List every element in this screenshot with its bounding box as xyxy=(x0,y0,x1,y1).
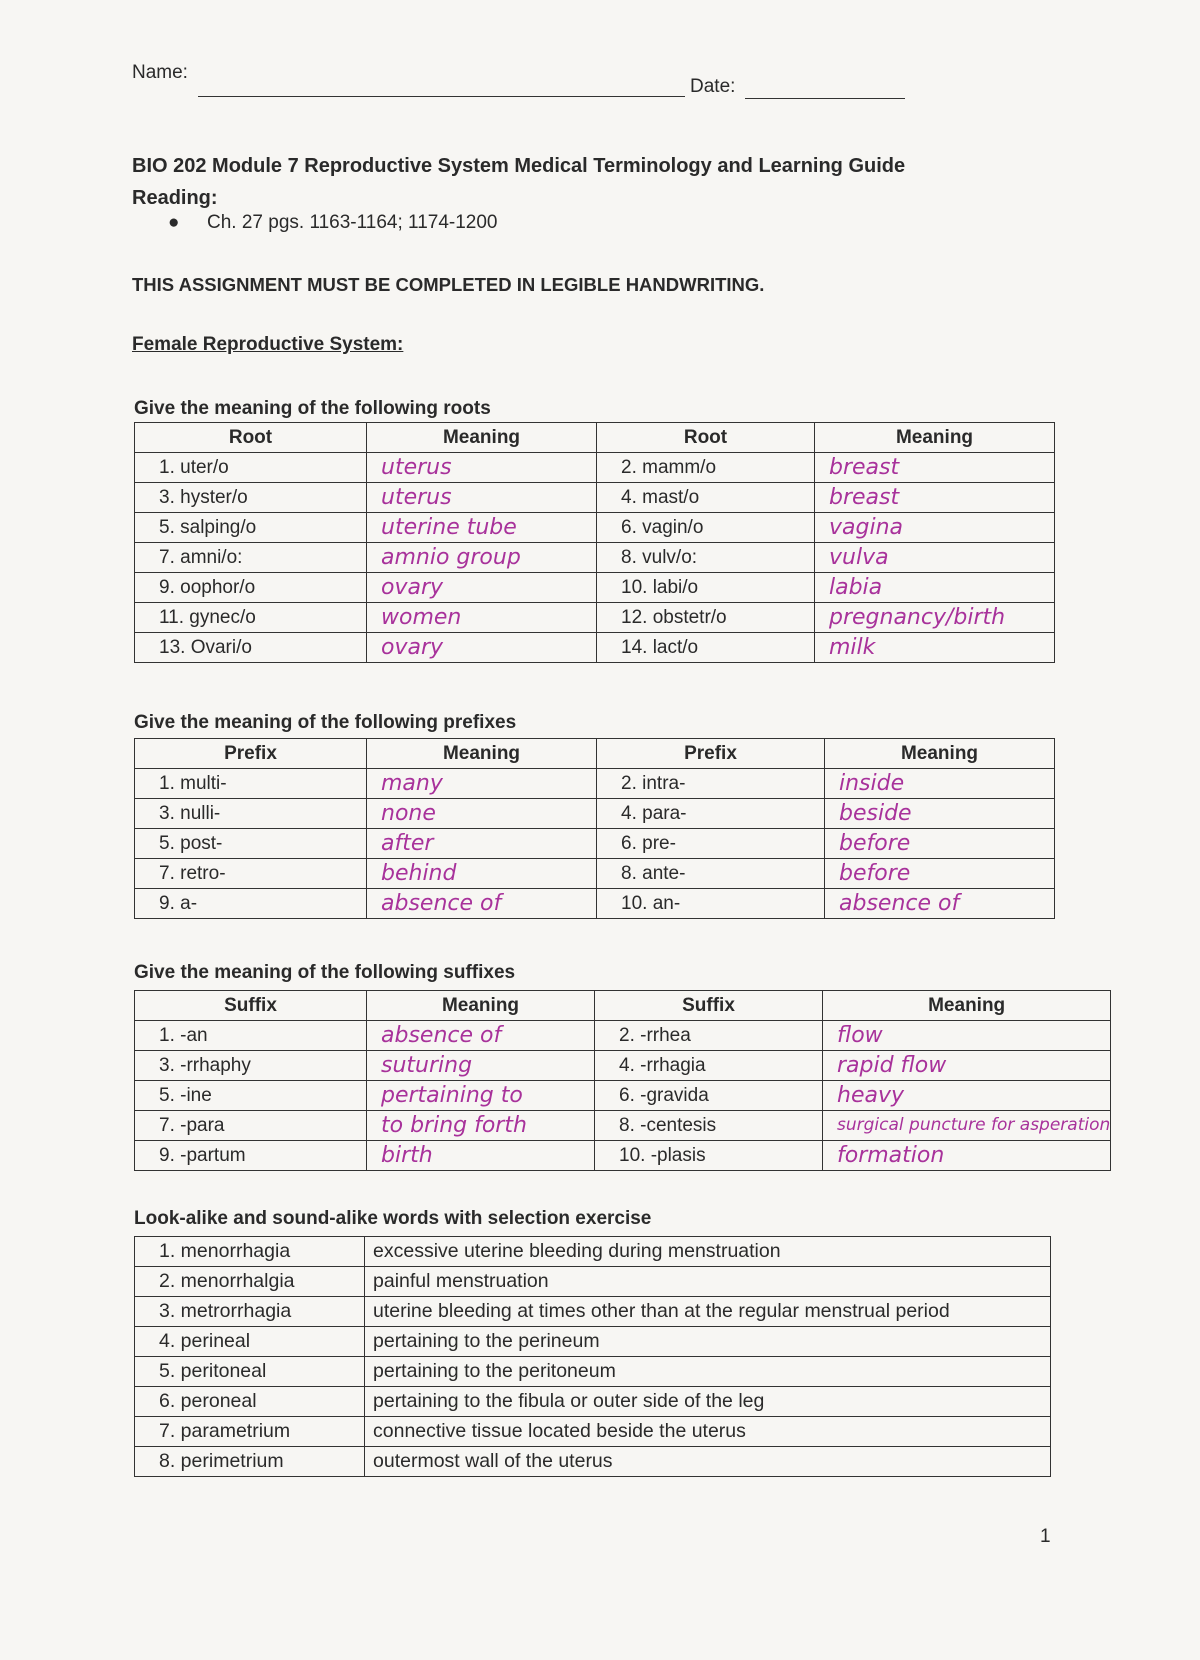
table-row xyxy=(135,513,1055,543)
suffix-term: 10. -plasis xyxy=(595,1141,823,1171)
prefix-answer[interactable]: absence of xyxy=(367,889,597,919)
root-term: 3. hyster/o xyxy=(135,483,367,513)
root-answer[interactable]: amnio group xyxy=(367,543,597,573)
suffix-term: 9. -partum xyxy=(135,1141,367,1171)
table-row xyxy=(135,799,1055,829)
suffix-term: 5. -ine xyxy=(135,1081,367,1111)
title-text: BIO 202 Module 7 Reproductive System Medical Terminology and Learning Guide xyxy=(132,155,906,177)
lookalike-term: 7. parametrium xyxy=(135,1417,365,1447)
name-line xyxy=(198,96,685,97)
table-row xyxy=(135,889,1055,919)
suffixes-header-row xyxy=(135,991,1111,1021)
instruction-text: THIS ASSIGNMENT MUST BE COMPLETED IN LEGIBLE HANDWRITING. xyxy=(132,274,765,295)
prefix-term: 7. retro- xyxy=(135,859,367,889)
table-row xyxy=(135,1111,1111,1141)
col-root: Root xyxy=(135,423,367,453)
col-suffix: Suffix xyxy=(135,991,367,1021)
suffix-answer[interactable]: to bring forth xyxy=(367,1111,595,1141)
suffixes-heading: Give the meaning of the following suffixes xyxy=(134,962,516,983)
suffix-term: 1. -an xyxy=(135,1021,367,1051)
root-answer[interactable]: pregnancy/birth xyxy=(815,603,1055,633)
root-term: 4. mast/o xyxy=(597,483,815,513)
root-term: 9. oophor/o xyxy=(135,573,367,603)
suffix-answer[interactable]: flow xyxy=(823,1021,1111,1051)
lookalike-definition: outermost wall of the uterus xyxy=(365,1447,1051,1477)
table-row xyxy=(135,1021,1111,1051)
root-term: 5. salping/o xyxy=(135,513,367,543)
table-row xyxy=(135,859,1055,889)
lookalike-term: 8. perimetrium xyxy=(135,1447,365,1477)
prefixes-table xyxy=(134,738,1055,919)
table-row xyxy=(135,573,1055,603)
name-label: Name: xyxy=(132,62,188,83)
lookalike-definition: uterine bleeding at times other than at the regular menstrual period xyxy=(365,1297,1051,1327)
suffix-answer[interactable]: surgical puncture for asperation xyxy=(823,1111,1111,1141)
col-meaning: Meaning xyxy=(815,423,1055,453)
root-term: 8. vulv/o: xyxy=(597,543,815,573)
root-term: 6. vagin/o xyxy=(597,513,815,543)
prefix-answer[interactable]: after xyxy=(367,829,597,859)
prefixes-heading: Give the meaning of the following prefixes xyxy=(134,712,517,733)
roots-heading: Give the meaning of the following roots xyxy=(134,398,491,419)
suffix-answer[interactable]: birth xyxy=(367,1141,595,1171)
col-prefix: Prefix xyxy=(135,739,367,769)
col-meaning: Meaning xyxy=(367,991,595,1021)
prefix-answer[interactable]: before xyxy=(825,859,1055,889)
suffix-answer[interactable]: suturing xyxy=(367,1051,595,1081)
suffix-term: 7. -para xyxy=(135,1111,367,1141)
prefix-term: 6. pre- xyxy=(597,829,825,859)
suffix-term: 2. -rrhea xyxy=(595,1021,823,1051)
date-line xyxy=(745,98,905,99)
root-answer[interactable]: ovary xyxy=(367,573,597,603)
prefix-answer[interactable]: many xyxy=(367,769,597,799)
table-row xyxy=(135,633,1055,663)
prefix-term: 1. multi- xyxy=(135,769,367,799)
lookalike-definition: pertaining to the fibula or outer side of the leg xyxy=(365,1387,1051,1417)
root-answer[interactable]: women xyxy=(367,603,597,633)
prefixes-header-row xyxy=(135,739,1055,769)
suffix-answer[interactable]: absence of xyxy=(367,1021,595,1051)
lookalike-definition: excessive uterine bleeding during menstruation xyxy=(365,1237,1051,1267)
prefix-answer[interactable]: before xyxy=(825,829,1055,859)
prefix-term: 4. para- xyxy=(597,799,825,829)
suffix-answer[interactable]: rapid flow xyxy=(823,1051,1111,1081)
lookalike-term: 5. peritoneal xyxy=(135,1357,365,1387)
root-term: 10. labi/o xyxy=(597,573,815,603)
page-number: 1 xyxy=(1040,1526,1051,1547)
prefix-term: 9. a- xyxy=(135,889,367,919)
lookalike-definition: pertaining to the perineum xyxy=(365,1327,1051,1357)
table-row xyxy=(135,1447,1051,1477)
section-heading: Female Reproductive System: xyxy=(132,334,404,355)
roots-table xyxy=(134,422,1055,663)
table-row xyxy=(135,453,1055,483)
prefix-term: 10. an- xyxy=(597,889,825,919)
table-row xyxy=(135,1297,1051,1327)
prefix-answer[interactable]: inside xyxy=(825,769,1055,799)
table-row xyxy=(135,1141,1111,1171)
root-answer[interactable]: vulva xyxy=(815,543,1055,573)
lookalike-table xyxy=(134,1236,1051,1477)
table-row xyxy=(135,769,1055,799)
suffix-answer[interactable]: heavy xyxy=(823,1081,1111,1111)
bullet-icon: ● xyxy=(168,212,180,233)
table-row xyxy=(135,829,1055,859)
table-row xyxy=(135,1417,1051,1447)
root-answer[interactable]: milk xyxy=(815,633,1055,663)
root-term: 12. obstetr/o xyxy=(597,603,815,633)
prefix-answer[interactable]: none xyxy=(367,799,597,829)
suffix-term: 3. -rrhaphy xyxy=(135,1051,367,1081)
table-row xyxy=(135,1267,1051,1297)
worksheet-title xyxy=(132,150,905,214)
table-row xyxy=(135,1081,1111,1111)
root-term: 7. amni/o: xyxy=(135,543,367,573)
col-meaning: Meaning xyxy=(367,423,597,453)
root-answer[interactable]: vagina xyxy=(815,513,1055,543)
lookalike-definition: connective tissue located beside the uterus xyxy=(365,1417,1051,1447)
table-row xyxy=(135,603,1055,633)
lookalike-term: 3. metrorrhagia xyxy=(135,1297,365,1327)
root-answer[interactable]: breast xyxy=(815,483,1055,513)
lookalike-term: 6. peroneal xyxy=(135,1387,365,1417)
table-row xyxy=(135,1051,1111,1081)
col-meaning: Meaning xyxy=(367,739,597,769)
col-root: Root xyxy=(597,423,815,453)
lookalike-definition: painful menstruation xyxy=(365,1267,1051,1297)
roots-header-row xyxy=(135,423,1055,453)
lookalike-term: 1. menorrhagia xyxy=(135,1237,365,1267)
suffix-answer[interactable]: formation xyxy=(823,1141,1111,1171)
table-row xyxy=(135,1357,1051,1387)
lookalike-definition: pertaining to the peritoneum xyxy=(365,1357,1051,1387)
col-suffix: Suffix xyxy=(595,991,823,1021)
date-label: Date: xyxy=(690,76,736,97)
root-term: 14. lact/o xyxy=(597,633,815,663)
root-term: 1. uter/o xyxy=(135,453,367,483)
reading-label: Reading: xyxy=(132,187,218,209)
prefix-term: 3. nulli- xyxy=(135,799,367,829)
prefix-answer[interactable]: behind xyxy=(367,859,597,889)
table-row xyxy=(135,1327,1051,1357)
root-term: 2. mamm/o xyxy=(597,453,815,483)
lookalike-term: 2. menorrhalgia xyxy=(135,1267,365,1297)
prefix-answer[interactable]: beside xyxy=(825,799,1055,829)
root-term: 11. gynec/o xyxy=(135,603,367,633)
suffix-term: 6. -gravida xyxy=(595,1081,823,1111)
col-meaning: Meaning xyxy=(825,739,1055,769)
table-row xyxy=(135,1387,1051,1417)
root-answer[interactable]: labia xyxy=(815,573,1055,603)
root-answer[interactable]: uterus xyxy=(367,453,597,483)
root-answer[interactable]: ovary xyxy=(367,633,597,663)
prefix-term: 2. intra- xyxy=(597,769,825,799)
table-row xyxy=(135,1237,1051,1267)
suffix-term: 8. -centesis xyxy=(595,1111,823,1141)
root-answer[interactable]: uterus xyxy=(367,483,597,513)
prefix-answer[interactable]: absence of xyxy=(825,889,1055,919)
table-row xyxy=(135,483,1055,513)
root-term: 13. Ovari/o xyxy=(135,633,367,663)
table-row xyxy=(135,543,1055,573)
prefix-term: 8. ante- xyxy=(597,859,825,889)
lookalike-term: 4. perineal xyxy=(135,1327,365,1357)
suffix-term: 4. -rrhagia xyxy=(595,1051,823,1081)
suffixes-table xyxy=(134,990,1111,1171)
col-meaning: Meaning xyxy=(823,991,1111,1021)
prefix-term: 5. post- xyxy=(135,829,367,859)
root-answer[interactable]: uterine tube xyxy=(367,513,597,543)
lookalike-heading: Look-alike and sound-alike words with selection exercise xyxy=(134,1208,652,1229)
suffix-answer[interactable]: pertaining to xyxy=(367,1081,595,1111)
root-answer[interactable]: breast xyxy=(815,453,1055,483)
col-prefix: Prefix xyxy=(597,739,825,769)
reading-item-text: Ch. 27 pgs. 1163-1164; 1174-1200 xyxy=(207,212,498,233)
